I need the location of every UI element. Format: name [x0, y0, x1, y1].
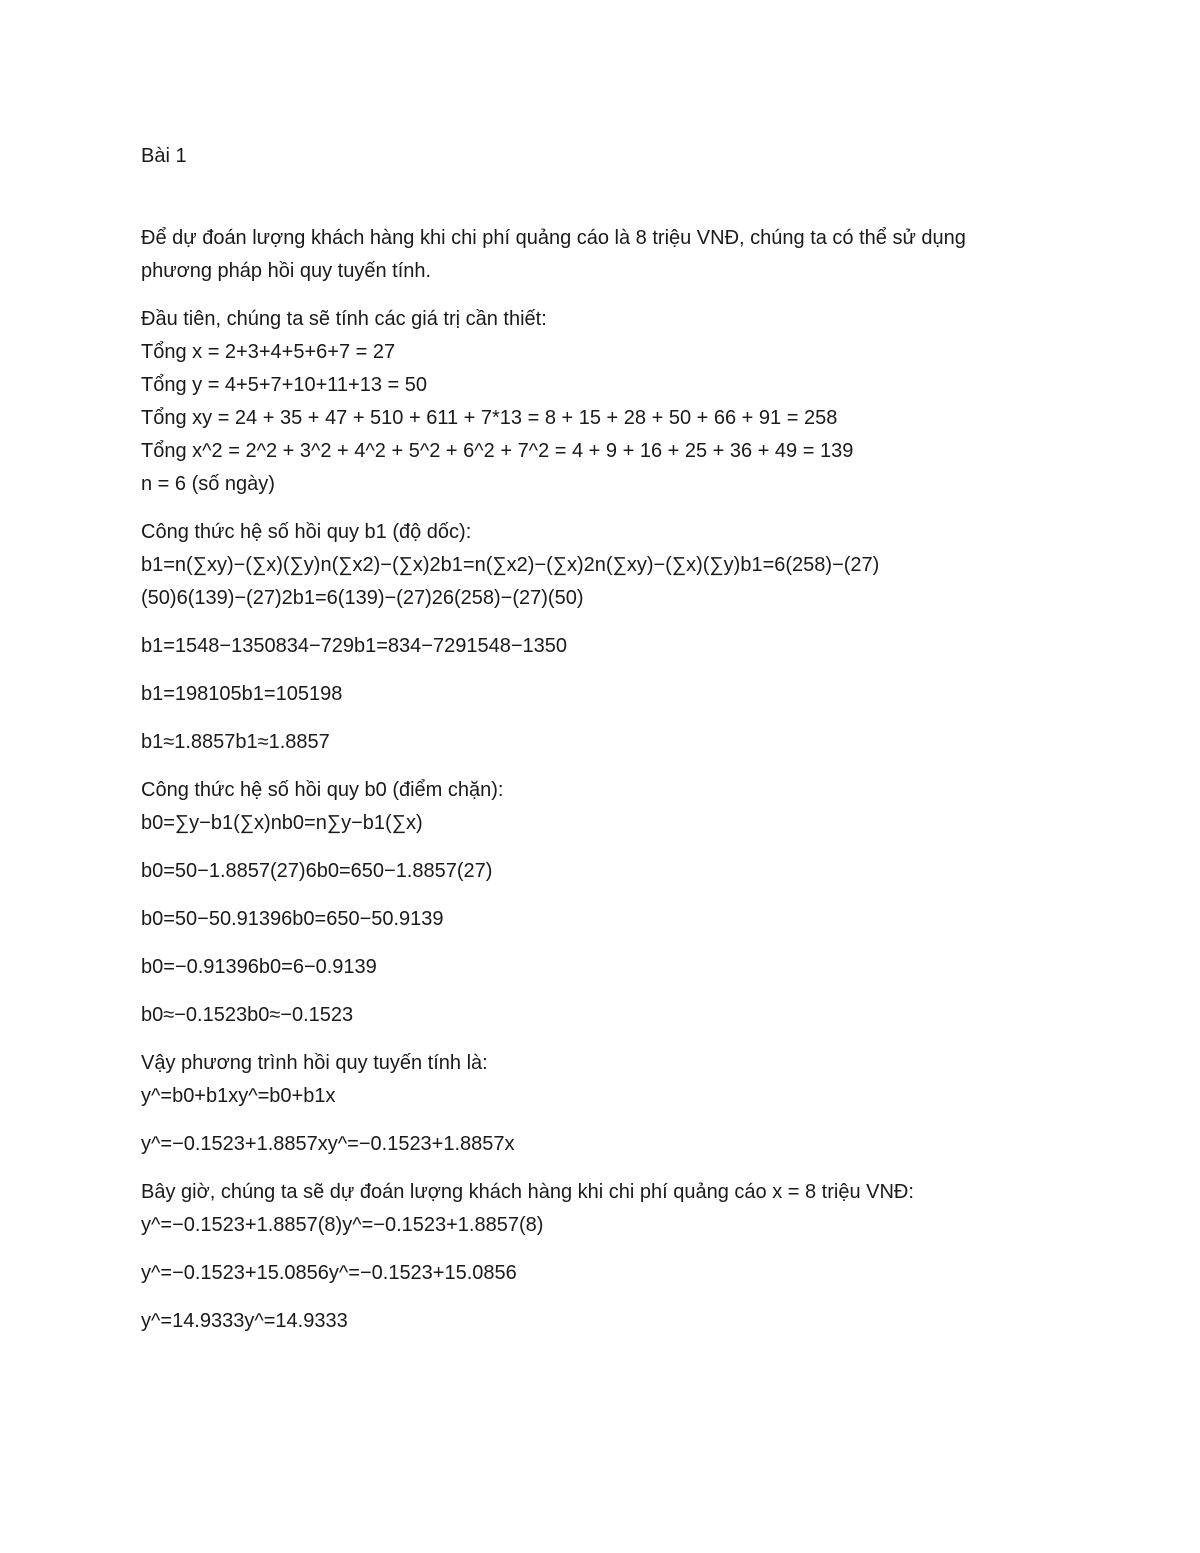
b1-step-3: b1≈1.8857b1≈1.8857 — [141, 731, 330, 753]
sum-x2-line: Tổng x^2 = 2^2 + 3^2 + 4^2 + 5^2 + 6^2 + 7^2 = 4 + 9 + 16 + 25 + 36 + 49 = 139 — [141, 440, 854, 462]
prediction-step-2: y^=−0.1523+15.0856y^=−0.1523+15.0856 — [141, 1262, 517, 1284]
b1-heading: Công thức hệ số hồi quy b1 (độ dốc): — [141, 521, 472, 543]
equation-heading: Vậy phương trình hồi quy tuyến tính là: — [141, 1052, 488, 1074]
sum-xy-line: Tổng xy = 24 + 35 + 47 + 510 + 611 + 7*13 = 8 + 15 + 28 + 50 + 66 + 91 = 258 — [141, 407, 838, 429]
n-line: n = 6 (số ngày) — [141, 473, 275, 495]
sum-y-line: Tổng y = 4+5+7+10+11+13 = 50 — [141, 374, 427, 396]
prediction-heading: Bây giờ, chúng ta sẽ dự đoán lượng khách hàng khi chi phí quảng cáo x = 8 triệu VNĐ: — [141, 1181, 914, 1203]
b0-heading: Công thức hệ số hồi quy b0 (điểm chặn): — [141, 779, 504, 801]
sums-heading: Đầu tiên, chúng ta sẽ tính các giá trị cần thiết: — [141, 308, 547, 330]
b0-step-4: b0≈−0.1523b0≈−0.1523 — [141, 1004, 354, 1026]
sums-section — [141, 303, 1041, 501]
sum-x-line: Tổng x = 2+3+4+5+6+7 = 27 — [141, 341, 396, 363]
b0-section — [141, 774, 1041, 840]
b1-step-1: b1=1548−1350834−729b1=834−7291548−1350 — [141, 635, 568, 657]
b0-step-2: b0=50−50.91396b0=650−50.9139 — [141, 908, 444, 930]
b1-formula-line-1: b1=n(∑xy)−(∑x)(∑y)n(∑x2)−(∑x)2b1=n(∑x2)−(∑x)2n(∑xy)−(∑x)(∑y)b1=6(258)−(27) — [141, 554, 880, 576]
b0-step-1: b0=50−1.8857(27)6b0=650−1.8857(27) — [141, 860, 493, 882]
b1-formula-line-2: (50)6(139)−(27)2b1=6(139)−(27)26(258)−(27)(50) — [141, 587, 584, 609]
document-body — [141, 140, 1041, 1353]
equation-specific: y^=−0.1523+1.8857xy^=−0.1523+1.8857x — [141, 1133, 515, 1155]
b0-step-3: b0=−0.91396b0=6−0.9139 — [141, 956, 377, 978]
b0-formula: b0=∑y−b1(∑x)nb0=n∑y−b1(∑x) — [141, 812, 423, 834]
exercise-title: Bài 1 — [141, 145, 187, 167]
intro-paragraph — [141, 222, 1041, 288]
prediction-step-3: y^=14.9333y^=14.9333 — [141, 1310, 348, 1332]
equation-general: y^=b0+b1xy^=b0+b1x — [141, 1085, 336, 1107]
intro-text: Để dự đoán lượng khách hàng khi chi phí quảng cáo là 8 triệu VNĐ, chúng ta có thể sử dụng phương pháp hồi quy tuyến tính. — [141, 227, 966, 282]
equation-section — [141, 1047, 1041, 1113]
b1-section — [141, 516, 1041, 615]
b1-step-2: b1=198105b1=105198 — [141, 683, 343, 705]
prediction-section — [141, 1176, 1041, 1242]
prediction-step-1: y^=−0.1523+1.8857(8)y^=−0.1523+1.8857(8) — [141, 1214, 544, 1236]
